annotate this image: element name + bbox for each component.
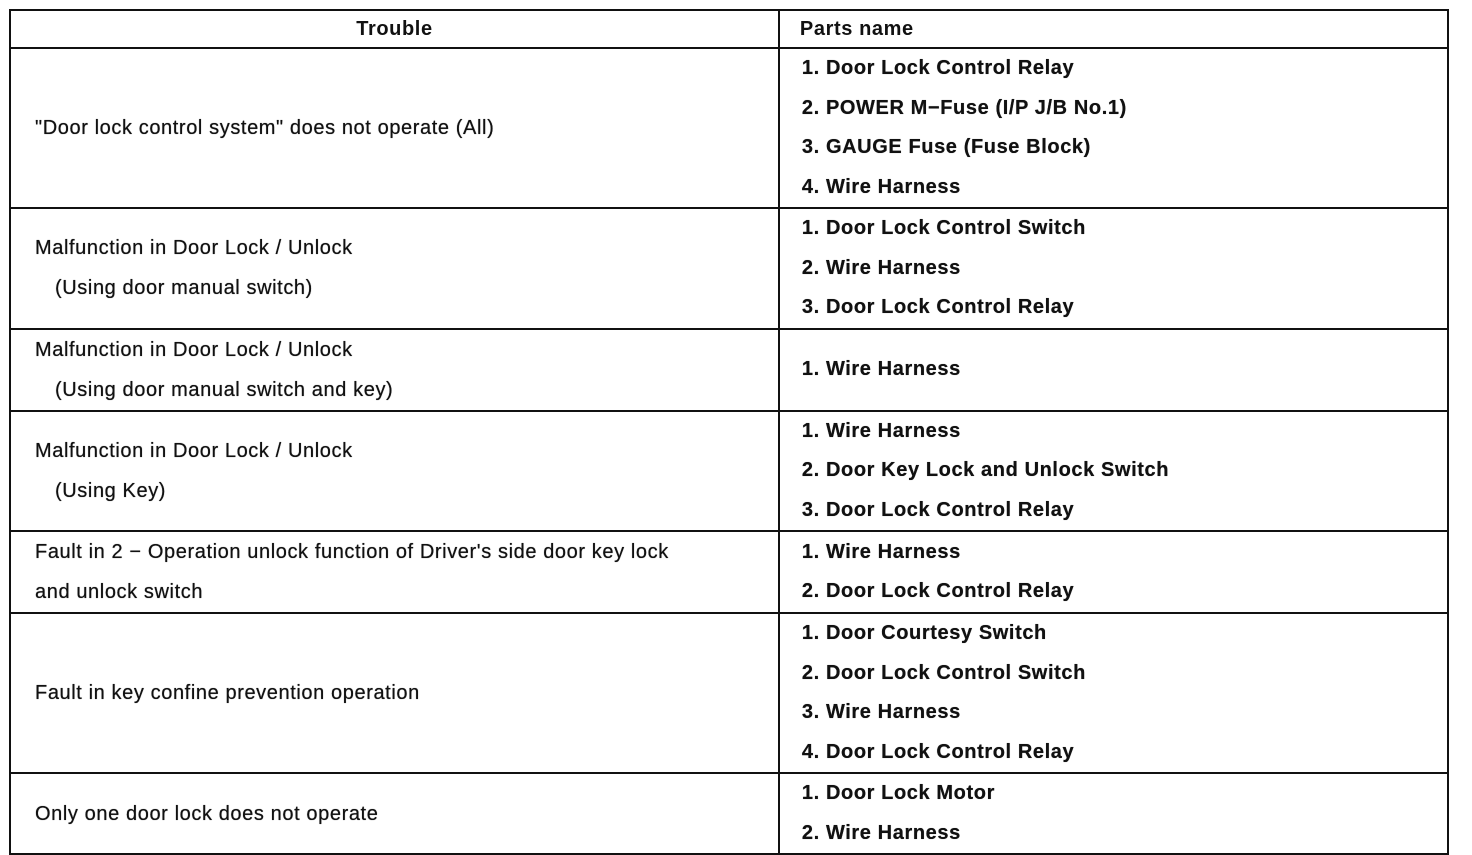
part-item: 4. Door Lock Control Relay [801,740,1075,763]
trouble-text: Only one door lock does not operate [35,802,379,825]
part-item: 1. Door Lock Control Switch [801,217,1086,239]
trouble-cell [10,773,779,854]
trouble-text: Malfunction in Door Lock / Unlock [35,439,353,462]
trouble-text: Fault in 2 − Operation unlock function of Driver's side door key lock [35,541,669,563]
trouble-text: Fault in key confine prevention operation [35,682,420,704]
parts-cell [779,773,1448,854]
part-item: 2. Door Key Lock and Unlock Switch [801,459,1170,481]
trouble-text: Malfunction in Door Lock / Unlock [35,237,353,260]
table-row [10,208,1448,329]
trouble-text-continued: and unlock switch [35,581,204,603]
trouble-cell [10,613,779,773]
trouble-cell [10,208,779,329]
part-item: 4. Wire Harness [801,175,961,198]
troubleshooting-table [9,9,1449,855]
trouble-cell [10,531,779,613]
part-item: 2. Door Lock Control Relay [801,580,1075,602]
parts-cell [779,411,1448,532]
trouble-subtext: (Using Key) [55,479,167,502]
part-item: 2. Door Lock Control Switch [801,661,1086,684]
part-item: 1. Door Lock Motor [801,782,995,804]
parts-cell [779,48,1448,208]
parts-cell [779,329,1448,411]
parts-cell [779,531,1448,613]
part-item: 3. Door Lock Control Relay [801,498,1075,521]
trouble-text: Malfunction in Door Lock / Unlock [35,338,353,361]
trouble-cell [10,411,779,532]
part-item: 3. GAUGE Fuse (Fuse Block) [801,136,1091,158]
table-row [10,773,1448,854]
trouble-cell [10,329,779,411]
table-row [10,48,1448,208]
part-item: 1. Door Courtesy Switch [801,622,1047,644]
trouble-subtext: (Using door manual switch and key) [55,378,394,401]
part-item: 2. Wire Harness [801,256,961,279]
part-item: 1. Wire Harness [801,540,961,563]
trouble-text: "Door lock control system" does not operate (All) [35,117,495,139]
part-item: 2. Wire Harness [801,821,961,844]
table-row [10,531,1448,613]
header-trouble: Trouble [10,10,779,48]
table-row [10,329,1448,411]
parts-cell [779,613,1448,773]
part-item: 1. Wire Harness [801,419,961,442]
header-parts-name: Parts name [779,10,1448,48]
trouble-subtext: (Using door manual switch) [55,277,313,300]
part-item: 3. Wire Harness [801,701,961,723]
part-item: 1. Wire Harness [801,357,961,380]
table-row [10,411,1448,532]
trouble-cell [10,48,779,208]
part-item: 1. Door Lock Control Relay [801,57,1075,79]
parts-cell [779,208,1448,329]
part-item: 3. Door Lock Control Relay [801,296,1075,318]
part-item: 2. POWER M−Fuse (I/P J/B No.1) [801,96,1127,119]
table-header-row [10,10,1448,48]
table-row [10,613,1448,773]
